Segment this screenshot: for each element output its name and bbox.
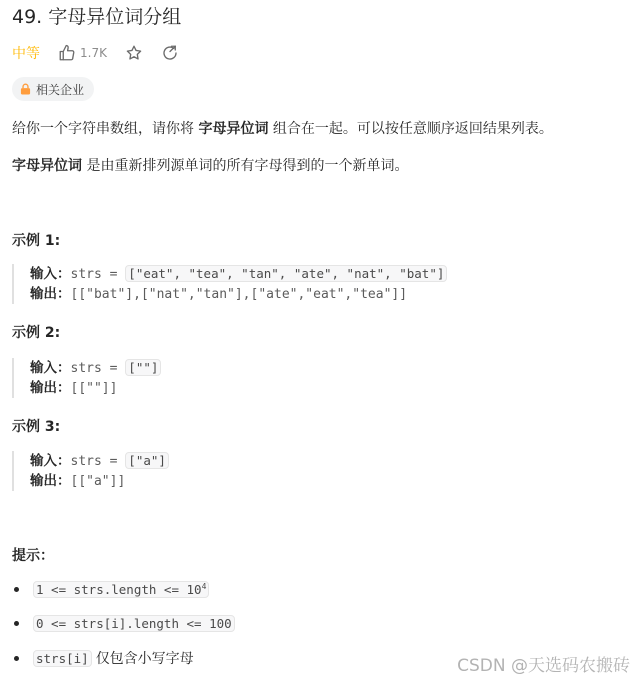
input-label: 输入： — [30, 453, 71, 469]
constraint-1 — [12, 581, 209, 598]
output-value: [["bat"],["nat","tan"],["ate","eat","tea"]] — [70, 287, 408, 302]
example-input-line — [30, 358, 630, 378]
related-companies-tag[interactable] — [12, 77, 94, 101]
output-value: [[""]] — [70, 381, 118, 396]
input-value: ["eat", "tea", "tan", "ate", "nat", "bat"] — [125, 265, 447, 282]
output-label: 输出： — [30, 286, 71, 302]
example-3-heading: 示例 3: — [12, 419, 61, 435]
description-paragraph-1 — [12, 118, 553, 138]
example-output-line — [30, 284, 630, 304]
input-value: ["a"] — [125, 452, 169, 469]
input-value: [""] — [125, 359, 161, 376]
favorite-button[interactable] — [123, 42, 145, 64]
constraint-2 — [12, 615, 235, 632]
description-bold-term: 字母异位词 — [12, 158, 82, 174]
constraint-3-text: 仅包含小写字母 — [95, 651, 194, 667]
constraint-3 — [12, 648, 194, 668]
example-1-heading: 示例 1: — [12, 233, 61, 249]
thumbs-up-icon — [58, 44, 76, 62]
problem-title: 49. 字母异位词分组 — [12, 6, 182, 28]
constraint-2-code: 0 <= strs[i].length <= 100 — [33, 615, 235, 632]
like-button[interactable] — [58, 44, 107, 62]
star-icon — [125, 44, 143, 62]
constraints-heading: 提示： — [12, 548, 54, 564]
input-var: strs = — [70, 454, 126, 469]
bullet — [14, 587, 19, 592]
example-output-line — [30, 378, 630, 398]
description-paragraph-2 — [12, 155, 408, 175]
lock-icon — [20, 83, 31, 95]
example-2-block — [12, 358, 630, 398]
output-label: 输出： — [30, 473, 71, 489]
constraint-1-code — [33, 581, 209, 598]
example-input-line — [30, 451, 630, 471]
example-output-line — [30, 471, 630, 491]
difficulty-badge: 中等 — [12, 46, 40, 62]
problem-meta-bar — [12, 42, 195, 64]
like-count: 1.7K — [80, 46, 107, 60]
share-icon — [161, 44, 179, 62]
description-text: 给你一个字符串数组，请你将 — [12, 121, 194, 137]
constraint-1-exponent: 4 — [201, 582, 207, 591]
example-3-block — [12, 451, 630, 491]
constraint-3-code: strs[i] — [33, 650, 92, 667]
input-var: strs = — [70, 361, 126, 376]
input-label: 输入： — [30, 266, 71, 282]
related-companies-label: 相关企业 — [36, 82, 85, 97]
input-label: 输入： — [30, 360, 71, 376]
output-value: [["a"]] — [70, 474, 126, 489]
description-text: 是由重新排列源单词的所有字母得到的一个新单词。 — [86, 158, 409, 174]
csdn-watermark: CSDN @天选码农搬砖 — [457, 656, 630, 676]
example-1-block — [12, 264, 630, 304]
constraint-1-text: 1 <= strs.length <= 10 — [36, 582, 202, 598]
bullet — [14, 621, 19, 626]
bullet — [14, 656, 19, 661]
input-var: strs = — [70, 267, 126, 282]
share-button[interactable] — [159, 42, 181, 64]
description-text: 组合在一起。可以按任意顺序返回结果列表。 — [272, 121, 553, 137]
description-bold-term: 字母异位词 — [198, 121, 269, 137]
example-2-heading: 示例 2: — [12, 325, 61, 341]
example-input-line — [30, 264, 630, 284]
output-label: 输出： — [30, 380, 71, 396]
